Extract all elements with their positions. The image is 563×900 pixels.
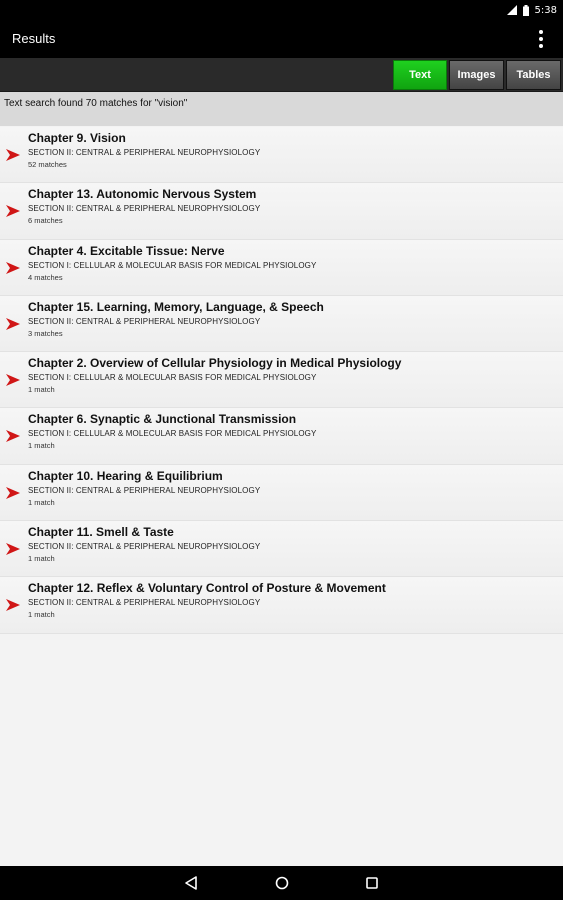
signal-icon bbox=[507, 5, 517, 15]
result-match-count: 6 matches bbox=[28, 216, 63, 226]
result-chapter-title: Chapter 10. Hearing & Equilibrium bbox=[28, 468, 223, 483]
back-triangle-icon[interactable] bbox=[184, 875, 200, 891]
more-dot bbox=[539, 30, 543, 34]
result-section: SECTION I: CELLULAR & MOLECULAR BASIS FOR MEDICAL PHYSIOLOGY bbox=[28, 260, 317, 270]
result-section: SECTION II: CENTRAL & PERIPHERAL NEUROPHYSIOLOGY bbox=[28, 542, 261, 552]
results-list bbox=[0, 127, 563, 866]
tab-text[interactable]: Text bbox=[393, 60, 447, 90]
result-match-count: 1 match bbox=[28, 385, 55, 395]
result-match-count: 1 match bbox=[28, 441, 55, 451]
more-vert-icon[interactable] bbox=[531, 27, 551, 51]
result-item[interactable] bbox=[0, 352, 563, 408]
result-item[interactable] bbox=[0, 521, 563, 577]
navigation-bar bbox=[0, 866, 563, 900]
more-dot bbox=[539, 44, 543, 48]
result-chapter-title: Chapter 12. Reflex & Voluntary Control of Posture & Movement bbox=[28, 581, 386, 596]
red-arrow-icon bbox=[6, 317, 20, 331]
result-item[interactable] bbox=[0, 408, 563, 464]
result-chapter-title: Chapter 9. Vision bbox=[28, 131, 126, 145]
result-section: SECTION II: CENTRAL & PERIPHERAL NEUROPHYSIOLOGY bbox=[28, 148, 261, 157]
result-item[interactable] bbox=[0, 577, 563, 633]
red-arrow-icon bbox=[6, 598, 20, 612]
status-bar bbox=[0, 0, 563, 20]
red-arrow-icon bbox=[6, 429, 20, 443]
red-arrow-icon bbox=[6, 261, 20, 275]
result-section: SECTION II: CENTRAL & PERIPHERAL NEUROPHYSIOLOGY bbox=[28, 316, 261, 326]
result-section: SECTION I: CELLULAR & MOLECULAR BASIS FOR MEDICAL PHYSIOLOGY bbox=[28, 429, 317, 439]
result-item[interactable] bbox=[0, 240, 563, 296]
red-arrow-icon bbox=[6, 486, 20, 500]
result-section: SECTION II: CENTRAL & PERIPHERAL NEUROPHYSIOLOGY bbox=[28, 598, 261, 608]
result-item[interactable] bbox=[0, 296, 563, 352]
status-time: 5:38 bbox=[534, 4, 557, 16]
result-chapter-title: Chapter 6. Synaptic & Junctional Transmission bbox=[28, 412, 297, 427]
result-match-count: 1 match bbox=[28, 554, 55, 564]
result-section: SECTION I: CELLULAR & MOLECULAR BASIS FOR MEDICAL PHYSIOLOGY bbox=[28, 373, 317, 383]
result-chapter-title: Chapter 4. Excitable Tissue: Nerve bbox=[28, 243, 225, 258]
tab-tables[interactable]: Tables bbox=[506, 60, 561, 90]
home-circle-icon[interactable] bbox=[274, 875, 290, 891]
result-match-count: 52 matches bbox=[28, 160, 67, 169]
search-summary: Text search found 70 matches for "vision" bbox=[0, 92, 563, 126]
result-chapter-title: Chapter 15. Learning, Memory, Language, & Speech bbox=[28, 299, 324, 314]
result-match-count: 4 matches bbox=[28, 272, 63, 282]
result-section: SECTION II: CENTRAL & PERIPHERAL NEUROPHYSIOLOGY bbox=[28, 204, 261, 214]
result-chapter-title: Chapter 2. Overview of Cellular Physiology in Medical Physiology bbox=[28, 356, 402, 371]
recents-square-icon[interactable] bbox=[364, 875, 380, 891]
result-section: SECTION II: CENTRAL & PERIPHERAL NEUROPHYSIOLOGY bbox=[28, 485, 261, 495]
app-bar bbox=[0, 20, 563, 58]
result-item[interactable] bbox=[0, 183, 563, 239]
result-chapter-title: Chapter 13. Autonomic Nervous System bbox=[28, 187, 257, 202]
result-match-count: 1 match bbox=[28, 497, 55, 507]
battery-icon bbox=[523, 5, 529, 16]
red-arrow-icon bbox=[6, 204, 20, 218]
result-item[interactable] bbox=[0, 127, 563, 183]
result-item[interactable] bbox=[0, 465, 563, 521]
result-chapter-title: Chapter 11. Smell & Taste bbox=[28, 525, 174, 540]
red-arrow-icon bbox=[6, 373, 20, 387]
more-dot bbox=[539, 37, 543, 41]
result-match-count: 3 matches bbox=[28, 328, 63, 338]
page-title: Results bbox=[12, 31, 56, 46]
red-arrow-icon bbox=[6, 542, 20, 556]
status-icons bbox=[507, 3, 557, 17]
tab-bar bbox=[0, 58, 563, 92]
result-match-count: 1 match bbox=[28, 610, 55, 620]
red-arrow-icon bbox=[6, 148, 20, 162]
tab-images[interactable]: Images bbox=[449, 60, 504, 90]
